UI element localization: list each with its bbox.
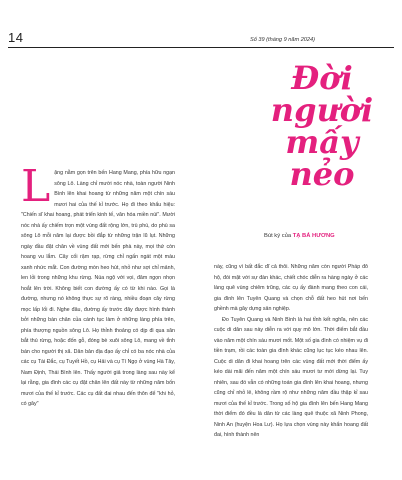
paragraph: Đo Tuyên Quang và Ninh Bình là hai tỉnh kết nghĩa, nên các cuộc di dân sau này diễn ra với quy mô lớn. Thời điểm bắt đầu vào năm một chín sáu mươi mốt. Một số gia đình có nhiệm vụ đi tiền trạm, rồi các toàn gia đình khác cũng lục tục kéo nhau lên. Cuộc di dân đi khai hoang trên các vùng đất mới thời điểm ấy kéo dài mãi đến năm một chín sáu mươi tư mới dừng lại. Tuy nhiên, sau đó vẫn có những toán gia đình lên khai hoang, nhưng cũng chỉ nhỏ lẻ, không rầm rộ như những năm đầu thập kỉ sau mươi của thế kỉ trước. Trong số hộ gia đình lên bến Hang Mang thời điểm đó đều là dân từ các làng quê thuộc xã Ninh Phong, Ninh An (huyện Hoa Lư). Họ lựa chọn vùng này khẩn hoang đất đai, hình thành nên <box>214 316 368 438</box>
author-name: TẠ BÁ HƯƠNG <box>292 233 335 239</box>
article-column-right <box>214 262 368 441</box>
header-rule <box>8 47 394 48</box>
issue-line: Số 39 (tháng 9 năm 2024) <box>250 37 315 43</box>
byline-prefix: Bút ký của <box>264 233 292 239</box>
drop-cap: L <box>21 161 51 212</box>
byline <box>264 233 335 239</box>
article-column-left <box>21 161 175 410</box>
article-title <box>262 59 382 193</box>
paragraph: này, cũng vì bất đắc dĩ cả thôi. Những năm còn người Pháp đô hộ, đói mặt với sự đàn khác, chiết chóc diễn ra hàng ngày ở các làng quê vùng chiêm trũng, các cụ ấy đành mang theo con cái, gia đình lên Tuyên Quang và chọn chỗ đất heo hút nơi bến ghềnh mà gây dựng sản nghiệp. <box>214 264 368 312</box>
title-line: Đời <box>291 59 353 97</box>
page-number: 14 <box>8 30 24 45</box>
title-line: người <box>270 91 374 129</box>
title-line: nẻo <box>289 155 355 193</box>
paragraph: ặng nằm gọn trên bến Hang Mang, phía hữu ngạn sông Lô. Làng chỉ mười nóc nhà, toàn người Ninh Bình lên khai hoang từ những năm một chín sáu mươi hai của thế kỉ trước. Họ đi theo khẩu hiệu: "Chiến sĩ khai hoang, phát triển kinh tế, văn hóa miền núi". Mười nóc nhà ấy chiếm trọn một vùng đất rộng lớn, trù phú, do phù sa sông Lô mỗi năm lại được bồi đắp từ những trận lũ lụt. Những ngày đầu đặt chân về vùng đất mới bến phà này, mọi thứ còn hoang vu lắm. Cây cối rậm rạp, rừng chỉ ngấn ngát một màu xanh nhức mắt. Con đường mòn heo hút, nhỏ như sợi chỉ mảnh, len lỏi trong những khu rừng. Núa ngộ với vọi, đâm ngọn nhọn hoắt lên trời. Không biết con đường ấy có từ khi nào. Gọi là đường, nhưng nó không thực sự rõ ràng, nhiều đoạn cây rừng mọc lấp lối đi. Nghe đâu, đường ấy trước đây được hình thành bởi những bàn chân của cánh tục làm ở những làng phía trên, phía thượng nguồn sông Lô. Họ thỉnh thoảng có dịp đi qua săn bắt thú rừng, hoặc đốn gỗ, đóng bè xuôi sông Lô, mang về tỉnh bán cho người thị xã. Dân bản địa đạo ấy chỉ có ba nóc nhà của các cụ Tài Đắc, cụ Tuyết Hồ, cụ Hải và cụ Tí Ngọ ở vùng Hà Tây, Nam Định, Thái Bình lên. Thấy người giả trong làng sau này kể lại rằng, gia đình các cụ đặt chân lên đất này từ những năm bốn mươi của thế kỉ trước. Các cụ đất đai nhau đến thôn để "khi hỏ, có gây" <box>21 170 175 407</box>
title-line: mấy <box>285 123 359 161</box>
